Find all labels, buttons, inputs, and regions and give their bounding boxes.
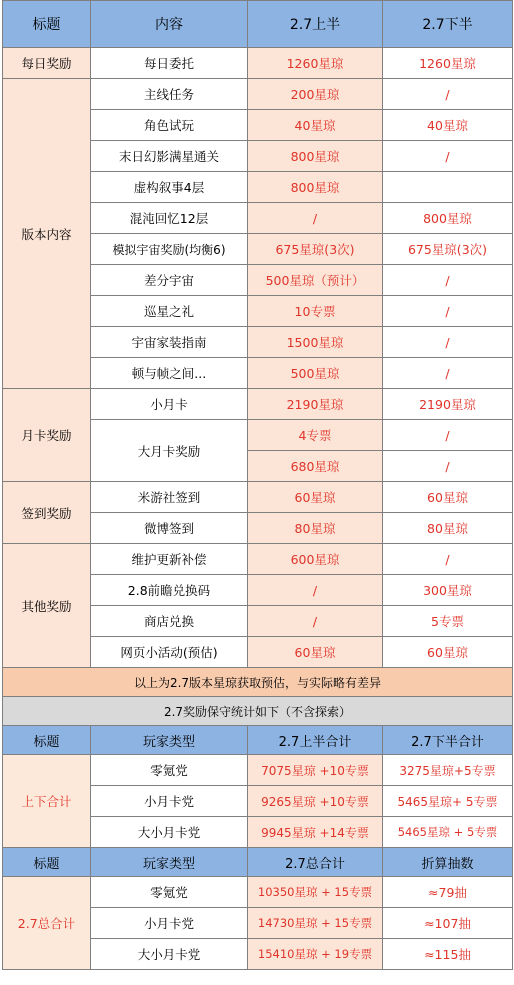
row-second-half: / — [383, 141, 513, 172]
category-signin: 签到奖励 — [3, 482, 91, 544]
summary1-first: 9945星琼 +14专票 — [248, 817, 383, 848]
row-content: 网页小活动(预估) — [91, 637, 248, 668]
row-second-half: / — [383, 451, 513, 482]
row-first-half: 600星琼 — [248, 544, 383, 575]
summary1-second: 5465星琼 + 5专票 — [383, 817, 513, 848]
row-first-half: 680星琼 — [248, 451, 383, 482]
row-content: 模拟宇宙奖励(均衡6) — [91, 234, 248, 265]
summary1-second: 5465星琼+ 5专票 — [383, 786, 513, 817]
row-second-half — [383, 172, 513, 203]
note-row — [3, 668, 513, 697]
header-title: 标题 — [3, 1, 91, 48]
summary2-header-pulls: 折算抽数 — [383, 848, 513, 877]
table-row — [3, 755, 513, 786]
summary1-header-second: 2.7下半合计 — [383, 726, 513, 755]
row-second-half: 5专票 — [383, 606, 513, 637]
row-first-half: 800星琼 — [248, 172, 383, 203]
note-summary-intro: 2.7奖励保守统计如下（不含探索） — [3, 697, 513, 726]
category-daily: 每日奖励 — [3, 48, 91, 79]
summary2-type: 零氪党 — [91, 877, 248, 908]
summary1-header-type: 玩家类型 — [91, 726, 248, 755]
row-content: 维护更新补偿 — [91, 544, 248, 575]
row-second-half: 675星琼(3次) — [383, 234, 513, 265]
row-content: 顿与帧之间... — [91, 358, 248, 389]
summary1-type: 大小月卡党 — [91, 817, 248, 848]
table-row — [3, 544, 513, 575]
summary1-first: 9265星琼 +10专票 — [248, 786, 383, 817]
category-version: 版本内容 — [3, 79, 91, 389]
row-content: 2.8前瞻兑换码 — [91, 575, 248, 606]
header-first-half: 2.7上半 — [248, 1, 383, 48]
row-content: 大月卡奖励 — [91, 420, 248, 482]
row-content: 微博签到 — [91, 513, 248, 544]
row-second-half: / — [383, 420, 513, 451]
row-first-half: 80星琼 — [248, 513, 383, 544]
summary2-pulls: ≈115抽 — [383, 939, 513, 970]
summary2-header-row — [3, 848, 513, 877]
row-first-half: / — [248, 575, 383, 606]
summary1-header-title: 标题 — [3, 726, 91, 755]
header-row — [3, 1, 513, 48]
summary1-category: 上下合计 — [3, 755, 91, 848]
row-second-half: / — [383, 265, 513, 296]
row-second-half: 300星琼 — [383, 575, 513, 606]
row-second-half: / — [383, 296, 513, 327]
row-first-half: 1260星琼 — [248, 48, 383, 79]
row-second-half: 60星琼 — [383, 482, 513, 513]
row-first-half: 675星琼(3次) — [248, 234, 383, 265]
header-content: 内容 — [91, 1, 248, 48]
row-first-half: 800星琼 — [248, 141, 383, 172]
row-content: 角色试玩 — [91, 110, 248, 141]
row-content: 差分宇宙 — [91, 265, 248, 296]
summary1-second: 3275星琼+5专票 — [383, 755, 513, 786]
summary2-header-title: 标题 — [3, 848, 91, 877]
row-second-half: 40星琼 — [383, 110, 513, 141]
table-row — [3, 389, 513, 420]
summary1-header-first: 2.7上半合计 — [248, 726, 383, 755]
summary2-pulls: ≈107抽 — [383, 908, 513, 939]
note-estimate: 以上为2.7版本星琼获取预估，与实际略有差异 — [3, 668, 513, 697]
row-content: 米游社签到 — [91, 482, 248, 513]
summary1-first: 7075星琼 +10专票 — [248, 755, 383, 786]
row-first-half: 500星琼 — [248, 358, 383, 389]
summary1-type: 小月卡党 — [91, 786, 248, 817]
summary1-header-row — [3, 726, 513, 755]
row-second-half: 1260星琼 — [383, 48, 513, 79]
category-other: 其他奖励 — [3, 544, 91, 668]
row-second-half: 60星琼 — [383, 637, 513, 668]
row-first-half: 200星琼 — [248, 79, 383, 110]
row-first-half: 500星琼（预计） — [248, 265, 383, 296]
row-content: 末日幻影满星通关 — [91, 141, 248, 172]
summary2-type: 小月卡党 — [91, 908, 248, 939]
summary2-header-total: 2.7总合计 — [248, 848, 383, 877]
row-content: 虚构叙事4层 — [91, 172, 248, 203]
summary2-total: 15410星琼 + 19专票 — [248, 939, 383, 970]
row-second-half: / — [383, 79, 513, 110]
row-content: 每日委托 — [91, 48, 248, 79]
row-first-half: 60星琼 — [248, 637, 383, 668]
row-first-half: 4专票 — [248, 420, 383, 451]
row-second-half: / — [383, 327, 513, 358]
row-first-half: 60星琼 — [248, 482, 383, 513]
table-row — [3, 79, 513, 110]
row-first-half: 1500星琼 — [248, 327, 383, 358]
note-row — [3, 697, 513, 726]
row-first-half: / — [248, 606, 383, 637]
row-first-half: 2190星琼 — [248, 389, 383, 420]
summary2-total: 14730星琼 + 15专票 — [248, 908, 383, 939]
category-monthly: 月卡奖励 — [3, 389, 91, 482]
table-row — [3, 48, 513, 79]
row-content: 巡星之礼 — [91, 296, 248, 327]
row-first-half: 10专票 — [248, 296, 383, 327]
summary2-category: 2.7总合计 — [3, 877, 91, 970]
row-second-half: / — [383, 544, 513, 575]
row-content: 小月卡 — [91, 389, 248, 420]
summary2-pulls: ≈79抽 — [383, 877, 513, 908]
row-first-half: 40星琼 — [248, 110, 383, 141]
row-second-half: 80星琼 — [383, 513, 513, 544]
row-content: 主线任务 — [91, 79, 248, 110]
row-second-half: / — [383, 358, 513, 389]
row-second-half: 800星琼 — [383, 203, 513, 234]
row-second-half: 2190星琼 — [383, 389, 513, 420]
summary2-header-type: 玩家类型 — [91, 848, 248, 877]
row-first-half: / — [248, 203, 383, 234]
row-content: 商店兑换 — [91, 606, 248, 637]
table-row — [3, 482, 513, 513]
table-row — [3, 877, 513, 908]
row-content: 宇宙家装指南 — [91, 327, 248, 358]
row-content: 混沌回忆12层 — [91, 203, 248, 234]
summary2-total: 10350星琼 + 15专票 — [248, 877, 383, 908]
rewards-table — [2, 0, 513, 970]
summary2-type: 大小月卡党 — [91, 939, 248, 970]
summary1-type: 零氪党 — [91, 755, 248, 786]
header-second-half: 2.7下半 — [383, 1, 513, 48]
